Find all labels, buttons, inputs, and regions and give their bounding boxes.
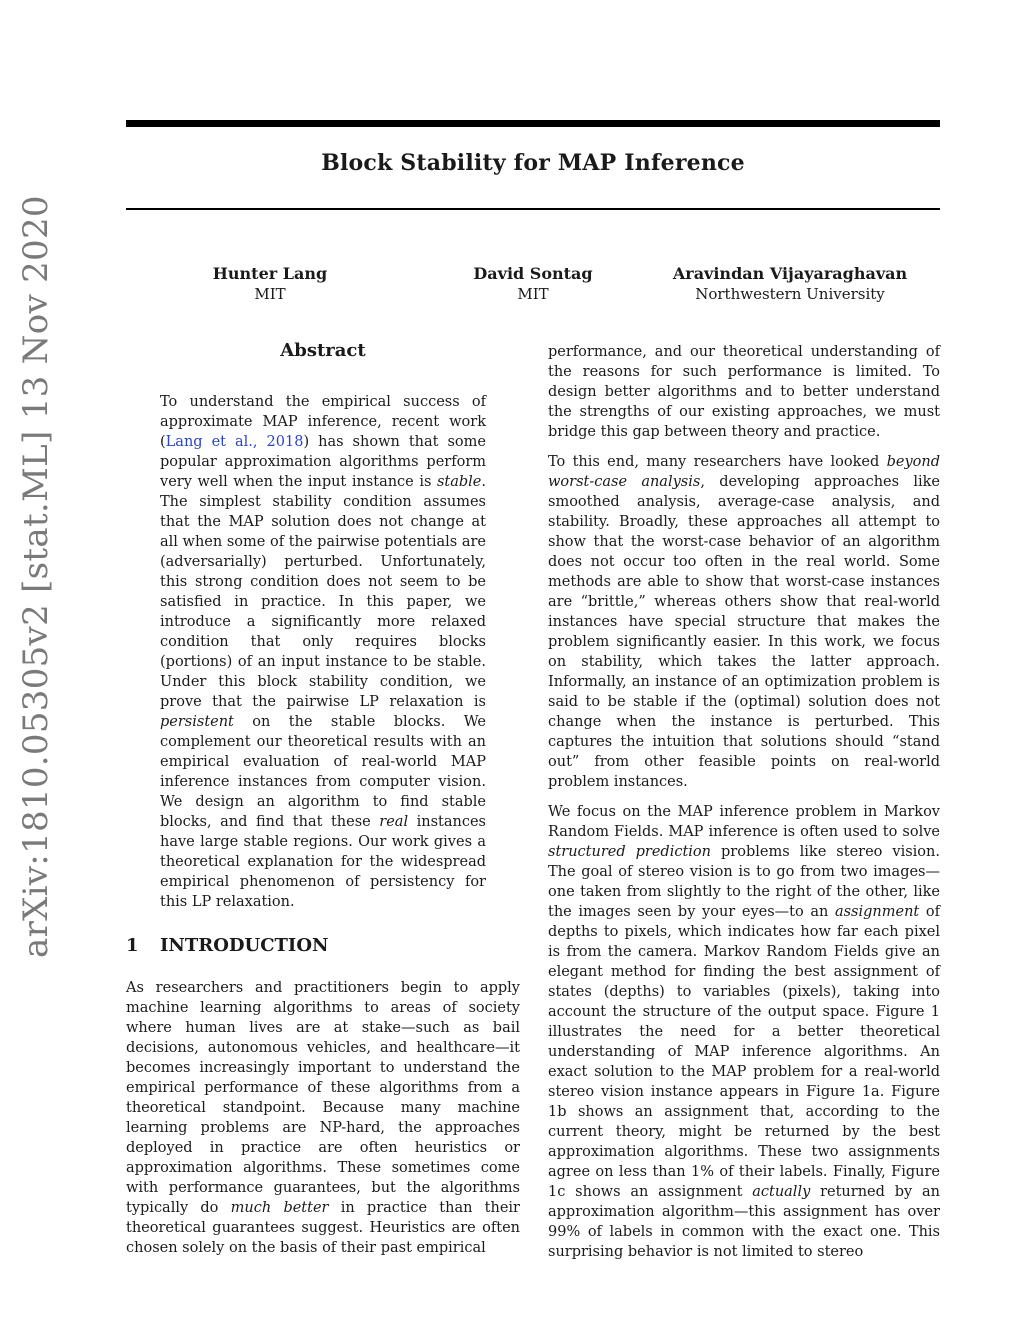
title-rule-top — [126, 120, 940, 127]
abstract-text-run: ) has shown that some popular approximation algorithms perform very well when the input instance is — [160, 434, 486, 490]
author-block — [190, 264, 350, 303]
paper-title: Block Stability for MAP Inference — [321, 150, 745, 176]
paragraph-text-run: of depths to pixels, which indicates how far each pixel is from the camera. Markov Random Fields give an elegant method for finding the best assignment of states (depths) to variables (pixels), taking into account the structure of the output space. Figure 1 illustrates the need for a better theoretical understanding of MAP inference algorithms. An exact solution to the MAP problem for a real-world stereo vision instance appears in Figure 1a. Figure 1b shows an assignment that, according to the current theory, might be returned by the best approximation algorithms. These two assignments agree on less than 1% of their labels. Finally, Figure 1c shows an assignment — [548, 904, 940, 1200]
intro-text-run: in practice than their theoretical guarantees suggest. Heuristics are often chosen solely on the basis of their past empirical — [126, 1200, 520, 1256]
arxiv-stamp: arXiv:1810.05305v2 [stat.ML] 13 Nov 2020 — [16, 195, 56, 958]
abstract-heading: Abstract — [280, 340, 366, 361]
author-block — [453, 264, 613, 303]
paragraph-emphasis: beyond worst-case analysis — [548, 454, 940, 490]
citation-link[interactable]: Lang et al., 2018 — [165, 434, 304, 450]
paragraph-text-run: To this end, many researchers have looked — [548, 454, 887, 470]
abstract-emphasis: real — [379, 814, 409, 830]
author-name: Aravindan Vijayaraghavan — [672, 264, 908, 283]
author-affiliation: MIT — [517, 285, 549, 303]
author-affiliation: MIT — [254, 285, 286, 303]
abstract-text-run: . The simplest stability condition assumes that the MAP solution does not change at all when some of the pairwise potentials are (adversarially) perturbed. Unfortunately, this strong condition does not seem to be satisfied in practice. In this paper, we introduce a significantly more relaxed condition that only requires blocks (portions) of an input instance to be stable. Under this block stability condition, we prove that the pairwise LP relaxation is — [160, 474, 486, 710]
abstract-text — [160, 392, 486, 912]
section-heading — [126, 935, 520, 956]
author-name: Hunter Lang — [212, 264, 328, 283]
paragraph-text-run: problems like stereo vision. The goal of stereo vision is to go from two images—one taken from slightly to the right of the other, like the images seen by your eyes—to an — [548, 844, 940, 920]
paragraph: performance, and our theoretical understanding of the reasons for such performance is limited. To design better algorithms and to better understand the strengths of our existing approaches, we must bridge this gap between theory and practice. — [548, 344, 940, 440]
author-affiliation: Northwestern University — [695, 285, 885, 303]
abstract-emphasis: persistent — [160, 714, 234, 730]
abstract-emphasis: stable — [436, 474, 482, 490]
intro-paragraph — [126, 978, 520, 1258]
title-rule-bottom — [126, 208, 940, 210]
section-number: 1 — [126, 935, 139, 956]
paragraph-emphasis: assignment — [834, 904, 920, 920]
author-name: David Sontag — [473, 264, 593, 283]
paragraph-emphasis: structured prediction — [548, 844, 711, 860]
paragraph-text-run: We focus on the MAP inference problem in Markov Random Fields. MAP inference is often used to solve — [548, 804, 940, 840]
paragraph-text-run: returned by an approximation algorithm—this assignment has over 99% of labels in common with the exact one. This surprising behavior is not limited to stereo — [548, 1184, 940, 1260]
abstract-text-run: instances have large stable regions. Our work gives a theoretical explanation for the widespread empirical phenomenon of persistency for this LP relaxation. — [160, 814, 486, 910]
author-block — [660, 264, 920, 303]
paragraph — [548, 802, 940, 1262]
abstract-text-run: To understand the empirical success of approximate MAP inference, recent work ( — [160, 394, 486, 450]
section-title: INTRODUCTION — [160, 935, 329, 956]
intro-text-run: As researchers and practitioners begin to apply machine learning algorithms to areas of society where human lives are at stake—such as bail decisions, autonomous vehicles, and healthcare—it becomes increasingly important to understand the empirical performance of these algorithms from a theoretical standpoint. Because many machine learning problems are NP-hard, the approaches deployed in practice are often heuristics or approximation algorithms. These sometimes come with performance guarantees, but the algorithms typically do — [126, 980, 520, 1216]
paragraph-emphasis: actually — [752, 1184, 811, 1200]
intro-emphasis: much better — [230, 1200, 329, 1216]
paragraph — [548, 452, 940, 792]
abstract-text-run: on the stable blocks. We complement our theoretical results with an empirical evaluation of real-world MAP inference instances from computer vision. We design an algorithm to find stable blocks, and find that these — [160, 714, 486, 830]
right-column — [548, 342, 940, 1262]
paragraph-text-run: , developing approaches like smoothed analysis, average-case analysis, and stability. Broadly, these approaches all attempt to show that the worst-case behavior of an algorithm does not occur too often in the real world. Some methods are able to show that worst-case instances are “brittle,” whereas others show that real-world instances have special structure that makes the problem significantly easier. In this work, we focus on stability, which takes the latter approach. Informally, an instance of an optimization problem is said to be stable if the (optimal) solution does not change when the instance is perturbed. This captures the intuition that solutions should “stand out” from other feasible points on real-world problem instances. — [548, 474, 940, 790]
